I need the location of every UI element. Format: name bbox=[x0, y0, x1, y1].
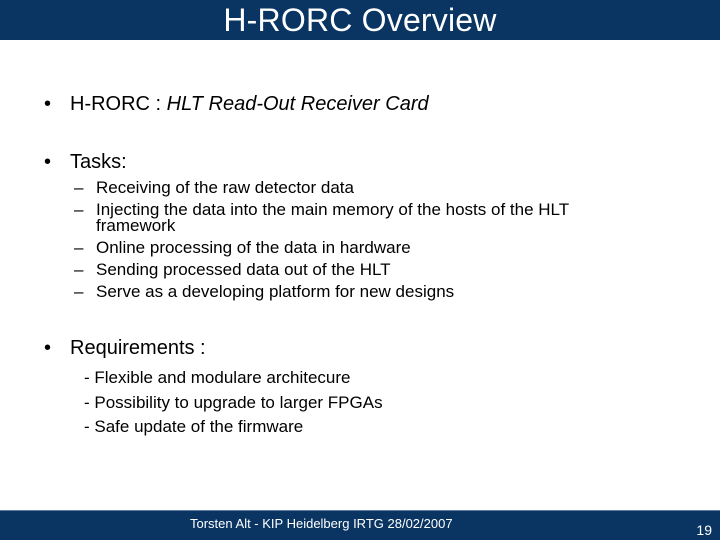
footer-bar bbox=[0, 510, 720, 540]
task-text: Online processing of the data in hardware bbox=[96, 238, 411, 257]
task-item bbox=[74, 177, 696, 199]
task-text: Receiving of the raw detector data bbox=[96, 178, 354, 197]
bullet-tasks bbox=[44, 150, 127, 174]
task-item bbox=[74, 259, 696, 281]
task-marker: – bbox=[74, 282, 84, 301]
bullet-requirements-text: Requirements : bbox=[70, 337, 206, 359]
task-marker: – bbox=[74, 238, 84, 257]
requirement-item: - Possibility to upgrade to larger FPGAs bbox=[84, 392, 383, 412]
task-marker: – bbox=[74, 178, 84, 197]
bullet-marker: • bbox=[44, 337, 52, 359]
task-text: Sending processed data out of the HLT bbox=[96, 260, 391, 279]
requirement-item: - Flexible and modulare architecure bbox=[84, 368, 351, 387]
bullet-requirements bbox=[44, 336, 206, 360]
task-text: Serve as a developing platform for new designs bbox=[96, 282, 455, 301]
title-bar bbox=[0, 0, 720, 40]
bullet-marker: • bbox=[44, 151, 52, 173]
page-number: 19 bbox=[696, 522, 712, 538]
tasks-list bbox=[74, 177, 696, 303]
bullet-hrorc-text bbox=[70, 92, 429, 116]
task-item bbox=[74, 281, 696, 303]
footer-text: Torsten Alt - KIP Heidelberg IRTG 28/02/2007 bbox=[190, 516, 453, 531]
bullet-hrorc-label: H-RORC : bbox=[70, 93, 167, 115]
task-text-line2: framework bbox=[96, 216, 176, 235]
task-marker: – bbox=[74, 200, 84, 219]
task-text-line1: Injecting the data into the main memory of the hosts of the HLT bbox=[96, 200, 570, 219]
requirement-item: - Safe update of the firmware bbox=[84, 417, 304, 436]
bullet-marker: • bbox=[44, 93, 52, 115]
slide-title: H-RORC Overview bbox=[223, 2, 497, 38]
task-item bbox=[74, 237, 696, 259]
requirements-list bbox=[84, 366, 383, 440]
task-marker: – bbox=[74, 260, 84, 279]
bullet-hrorc-italic: HLT Read-Out Receiver Card bbox=[166, 93, 429, 115]
bullet-tasks-text: Tasks: bbox=[70, 151, 127, 173]
bullet-hrorc bbox=[44, 92, 429, 116]
